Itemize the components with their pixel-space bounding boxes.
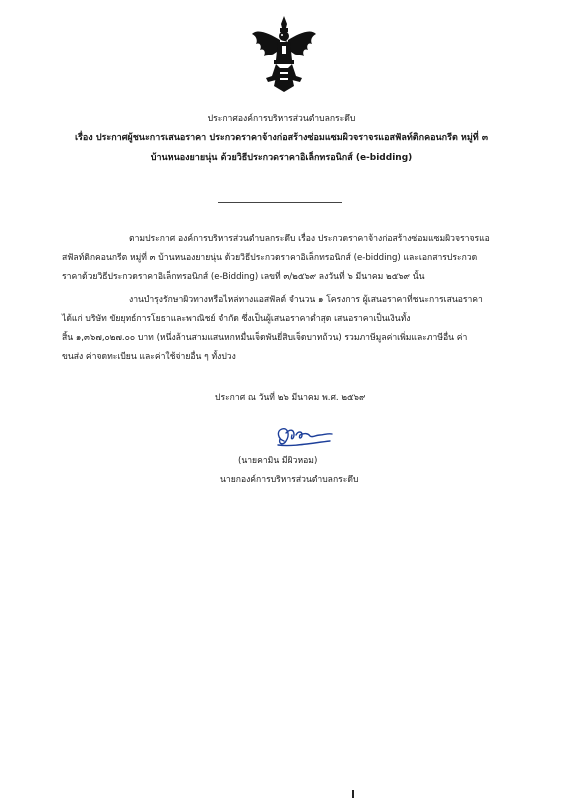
signer-title: นายกองค์การบริหารส่วนตำบลกระดึบ [220,475,359,485]
announcement-org-title: ประกาศองค์การบริหารส่วนตำบลกระดึบ [207,114,356,124]
page-edge-mark [352,790,354,798]
paragraph-2-line-1: งานบำรุงรักษาผิวทางหรือไหล่ทางแอสฟัลต์ จำนวน ๑ โครงการ ผู้เสนอราคาที่ชนะการเสนอราคา [129,295,483,305]
paragraph-1-line-2: สฟัลท์ติกคอนกรีต หมู่ที่ ๓ บ้านหนองยายนุ่น ด้วยวิธีประกวดราคาอิเล็กทรอนิกส์ (e-bidding) และเอกสารประกวด [62,253,478,263]
announcement-subject-line-2: บ้านหนองยายนุ่น ด้วยวิธีประกวดราคาอิเล็กทรอนิกส์ (e-bidding) [150,153,413,163]
garuda-emblem-icon [250,14,318,94]
announcement-date: ประกาศ ณ วันที่ ๒๖ มีนาคม พ.ศ. ๒๕๖๙ [215,393,366,403]
paragraph-1-line-1: ตามประกาศ องค์การบริหารส่วนตำบลกระดึบ เรื่อง ประกวดราคาจ้างก่อสร้างซ่อมแซมผิวจราจรแอ [129,234,490,244]
header-divider [218,202,342,203]
announcement-subject-line-1: เรื่อง ประกาศผู้ชนะการเสนอราคา ประกวดราคาจ้างก่อสร้างซ่อมแซมผิวจราจรแอสฟัลท์ติกคอนกรีต หมู่ที่ ๓ [74,133,489,143]
signer-name: (นายคามิน มีผิวหอม) [238,456,318,466]
paragraph-2-line-2: ได้แก่ บริษัท ขัยยุทธ์การโยธาและพาณิชย์ จำกัด ซึ่งเป็นผู้เสนอราคาต่ำสุด เสนอราคาเป็นเงินทั้ง [62,314,411,324]
paragraph-2-line-3: สิ้น ๑,๓๖๗,๐๒๗.๐๐ บาท (หนึ่งล้านสามแสนหกหมื่นเจ็ดพันยี่สิบเจ็ดบาทถ้วน) รวมภาษีมูลค่าเพิ่มและภาษีอื่น ค่า [62,333,468,343]
paragraph-2-line-4: ขนส่ง ค่าจดทะเบียน และค่าใช้จ่ายอื่น ๆ ทั้งปวง [62,352,236,362]
handwritten-signature-icon [272,423,336,449]
paragraph-1-line-3: ราคาด้วยวิธีประกวดราคาอิเล็กทรอนิกส์ (e-Bidding) เลขที่ ๓/๒๕๖๙ ลงวันที่ ๖ มีนาคม ๒๕๖๙ นั้น [62,272,425,282]
